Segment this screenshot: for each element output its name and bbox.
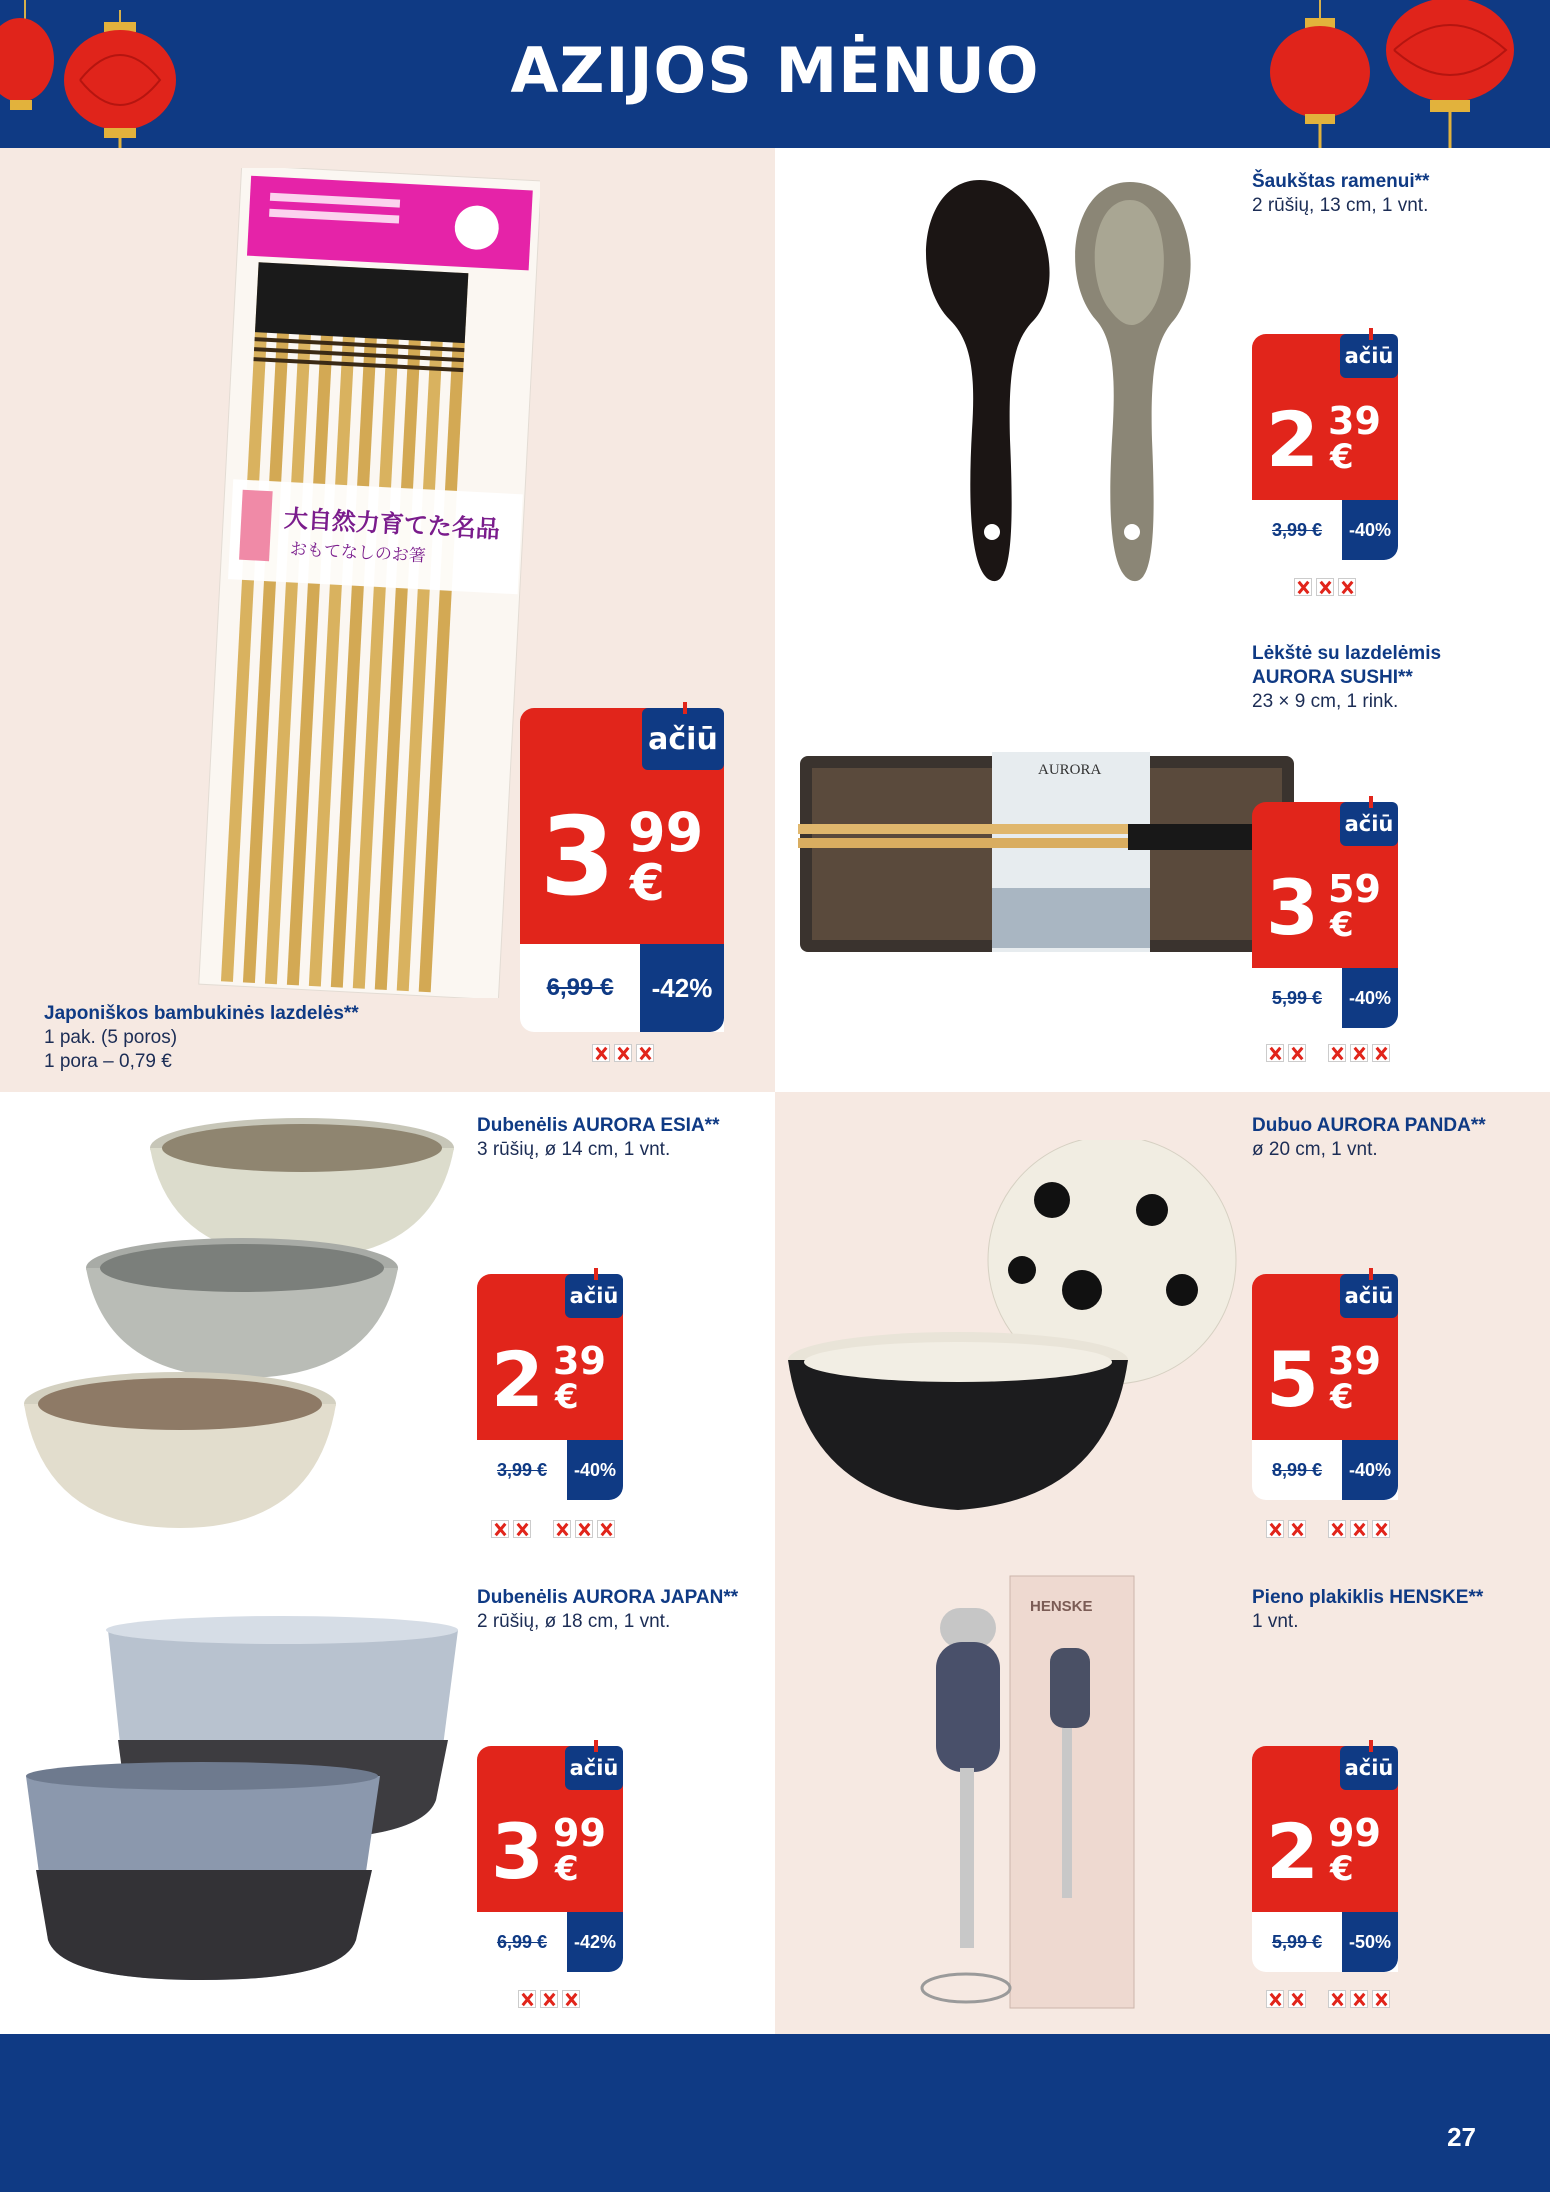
esia-bowls-image — [20, 1108, 470, 1558]
price-currency: € — [1330, 905, 1354, 945]
icon-marks — [518, 1990, 580, 2008]
product-desc-line: ø 20 cm, 1 vnt. — [1252, 1139, 1378, 1160]
x-mark-icon — [562, 1990, 580, 2008]
aciu-badge: ačiū — [642, 708, 724, 770]
discount-badge: -42% — [640, 944, 724, 1032]
price-tag — [1252, 1746, 1398, 1972]
old-price: 6,99 € — [496, 1931, 548, 1952]
price-decimal: 39 — [1328, 399, 1381, 443]
product-desc-line: 2 rūšių, 13 cm, 1 vnt. — [1252, 195, 1429, 216]
product-desc-line: 3 rūšių, ø 14 cm, 1 vnt. — [477, 1139, 671, 1160]
product-desc-line: 23 × 9 cm, 1 rink. — [1252, 691, 1399, 712]
x-mark-icon — [491, 1520, 509, 1538]
x-mark-icon — [1294, 578, 1312, 596]
x-mark-icon — [518, 1990, 536, 2008]
price-tag — [477, 1274, 623, 1500]
product-name: Dubenėlis AURORA ESIA** — [477, 1115, 720, 1136]
price-tag — [1252, 334, 1398, 560]
icon-marks — [1266, 1990, 1390, 2008]
x-mark-icon — [1338, 578, 1356, 596]
price-decimal: 99 — [628, 801, 704, 864]
aciu-badge: ačiū — [1340, 1746, 1398, 1790]
x-mark-icon — [1316, 578, 1334, 596]
old-price: 3,99 € — [1271, 519, 1323, 540]
product-desc — [477, 1610, 670, 1634]
x-mark-icon — [1328, 1990, 1346, 2008]
japan-bowls-image — [22, 1600, 472, 2000]
lantern-icon — [1265, 0, 1375, 150]
price-decimal: 39 — [553, 1339, 606, 1383]
chopsticks-package-text: 大自然力育てた名品 — [283, 504, 501, 544]
discount-badge: -42% — [567, 1912, 623, 1972]
x-mark-icon — [1266, 1520, 1284, 1538]
x-mark-icon — [1328, 1520, 1346, 1538]
x-mark-icon — [1288, 1520, 1306, 1538]
page-title: AZIJOS MĖNUO — [510, 34, 1040, 107]
price-integer: 2 — [1266, 1807, 1319, 1896]
price-integer: 5 — [1266, 1335, 1319, 1424]
old-price: 3,99 € — [496, 1459, 548, 1480]
x-mark-icon — [1350, 1990, 1368, 2008]
x-mark-icon — [1372, 1990, 1390, 2008]
panda-bowl-image — [782, 1140, 1252, 1520]
x-mark-icon — [540, 1990, 558, 2008]
icon-marks — [592, 1044, 654, 1062]
x-mark-icon — [1266, 1990, 1284, 2008]
aciu-badge: ačiū — [565, 1746, 623, 1790]
icon-marks — [1294, 578, 1356, 596]
price-currency: € — [555, 1849, 579, 1889]
discount-badge: -40% — [1342, 1440, 1398, 1500]
product-name: Šaukštas ramenui** — [1252, 171, 1430, 192]
price-tag — [520, 708, 724, 1032]
product-desc-line: 1 pora – 0,79 € — [44, 1051, 172, 1072]
discount-badge: -40% — [1342, 968, 1398, 1028]
product-desc — [1252, 690, 1398, 714]
product-name: Pieno plakiklis HENSKE** — [1252, 1587, 1484, 1608]
sushi-plate-image — [798, 748, 1298, 958]
price-currency: € — [630, 854, 665, 912]
x-mark-icon — [614, 1044, 632, 1062]
chopsticks-package-image — [180, 168, 540, 998]
chopsticks-package-subtext: おもてなしのお箸 — [289, 539, 427, 567]
page-footer — [0, 2034, 1550, 2192]
x-mark-icon — [553, 1520, 571, 1538]
price-currency: € — [1330, 437, 1354, 477]
price-currency: € — [555, 1377, 579, 1417]
price-decimal: 99 — [1328, 1811, 1381, 1855]
x-mark-icon — [1288, 1044, 1306, 1062]
product-desc — [44, 1026, 177, 1074]
old-price: 6,99 € — [546, 974, 614, 1001]
product-name: Lėkštė su lazdelėmis AURORA SUSHI** — [1252, 643, 1442, 688]
product-desc — [1252, 1610, 1298, 1634]
price-integer: 2 — [491, 1335, 544, 1424]
aciu-badge: ačiū — [1340, 334, 1398, 378]
price-integer: 2 — [1266, 395, 1319, 484]
milk-frother-image — [900, 1568, 1150, 2018]
price-currency: € — [1330, 1377, 1354, 1417]
lantern-icon — [1380, 0, 1520, 170]
x-mark-icon — [636, 1044, 654, 1062]
discount-badge: -40% — [567, 1440, 623, 1500]
product-desc-line: 1 pak. (5 poros) — [44, 1027, 178, 1048]
price-integer: 3 — [491, 1807, 544, 1896]
x-mark-icon — [1372, 1044, 1390, 1062]
x-mark-icon — [597, 1520, 615, 1538]
price-integer: 3 — [1266, 863, 1319, 952]
x-mark-icon — [1266, 1044, 1284, 1062]
product-name: Dubuo AURORA PANDA** — [1252, 1115, 1486, 1136]
page-header — [0, 0, 1550, 148]
old-price: 5,99 € — [1271, 1931, 1323, 1952]
icon-marks — [1266, 1044, 1390, 1062]
product-name: Dubenėlis AURORA JAPAN** — [477, 1587, 739, 1608]
x-mark-icon — [513, 1520, 531, 1538]
sushi-plate-brand: AURORA — [1038, 762, 1102, 778]
price-currency: € — [1330, 1849, 1354, 1889]
x-mark-icon — [1372, 1520, 1390, 1538]
aciu-badge: ačiū — [1340, 802, 1398, 846]
x-mark-icon — [592, 1044, 610, 1062]
x-mark-icon — [1350, 1044, 1368, 1062]
price-tag — [1252, 1274, 1398, 1500]
page-number: 27 — [1447, 2122, 1476, 2152]
price-decimal: 99 — [553, 1811, 606, 1855]
product-desc-line: 1 vnt. — [1252, 1611, 1299, 1632]
icon-marks — [1266, 1520, 1390, 1538]
discount-badge: -40% — [1342, 500, 1398, 560]
x-mark-icon — [575, 1520, 593, 1538]
ramen-spoons-image — [910, 170, 1210, 600]
product-desc — [1252, 1138, 1378, 1162]
discount-badge: -50% — [1342, 1912, 1398, 1972]
price-decimal: 59 — [1328, 867, 1381, 911]
aciu-badge: ačiū — [565, 1274, 623, 1318]
aciu-badge: ačiū — [1340, 1274, 1398, 1318]
price-tag — [1252, 802, 1398, 1028]
henske-brand: HENSKE — [1030, 1598, 1093, 1615]
x-mark-icon — [1288, 1990, 1306, 2008]
old-price: 8,99 € — [1271, 1459, 1323, 1480]
x-mark-icon — [1328, 1044, 1346, 1062]
x-mark-icon — [1350, 1520, 1368, 1538]
product-name: Japoniškos bambukinės lazdelės** — [44, 1003, 359, 1024]
product-desc-line: 2 rūšių, ø 18 cm, 1 vnt. — [477, 1611, 671, 1632]
icon-marks — [491, 1520, 615, 1538]
old-price: 5,99 € — [1271, 987, 1323, 1008]
product-desc — [477, 1138, 670, 1162]
price-decimal: 39 — [1328, 1339, 1381, 1383]
price-integer: 3 — [540, 795, 616, 920]
price-tag — [477, 1746, 623, 1972]
product-desc — [1252, 194, 1428, 218]
